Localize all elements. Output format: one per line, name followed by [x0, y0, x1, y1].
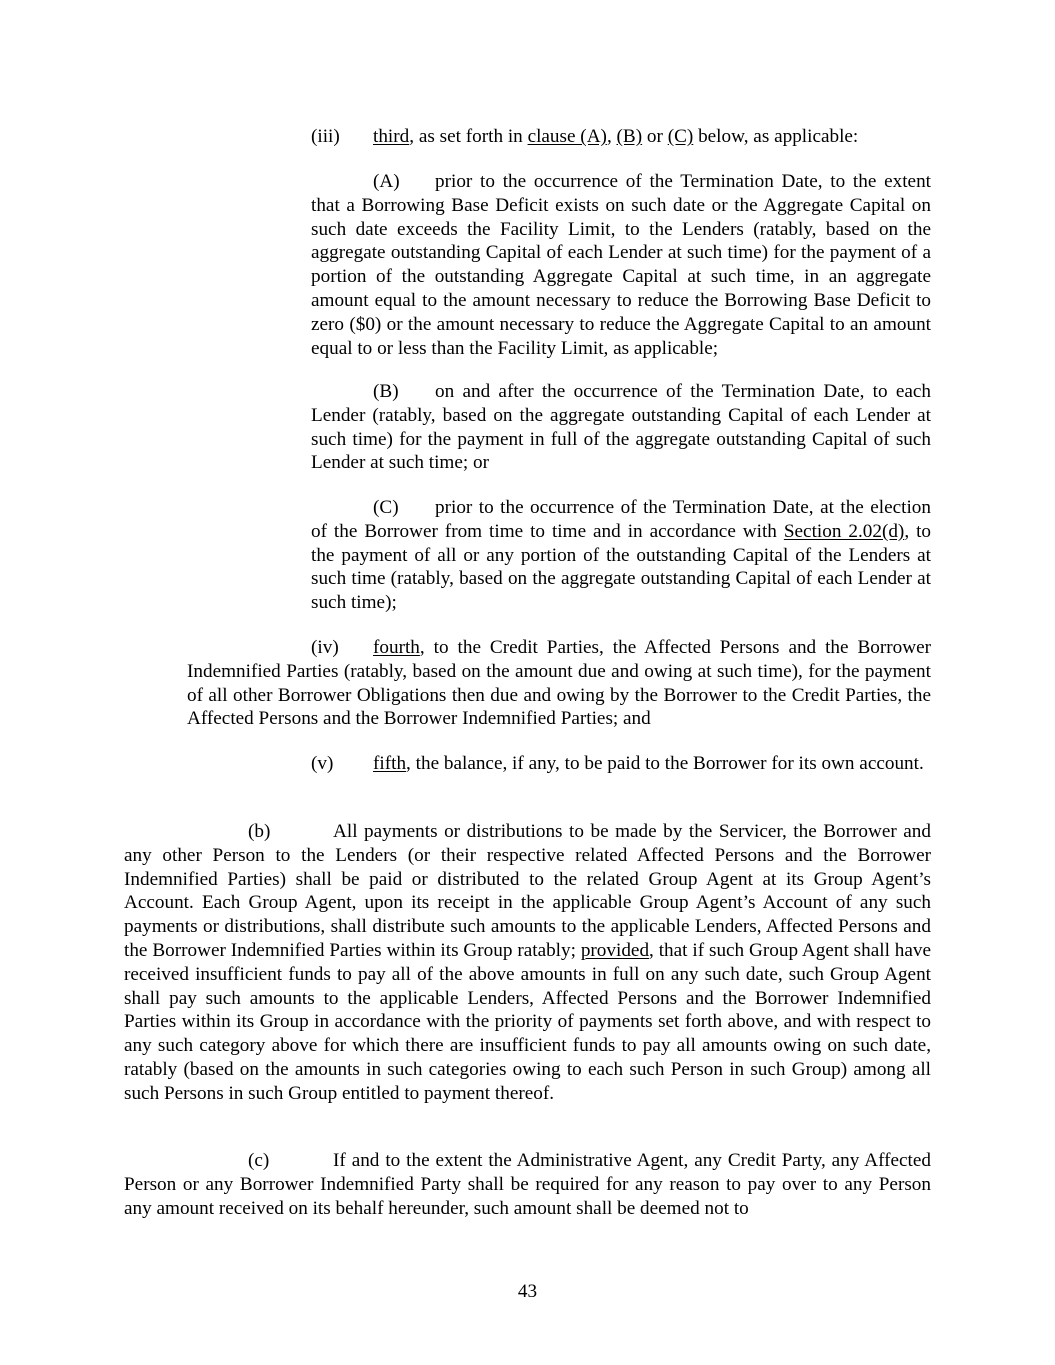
clause-B-marker: (B) — [373, 381, 399, 402]
clause-A — [311, 170, 931, 360]
clause-iv-text: , to the Credit Parties, the Affected Persons and the Borrower Indemnified Parties (ratably, based on the amount due and owing at such time), for the payment of all other Borrower Obligations then due and owing by the Borrower to the Credit Parties, the Affected Persons and the Borrower Indemnified Parties; and — [187, 637, 931, 730]
clause-iv-lead: fourth — [373, 637, 420, 658]
clause-iv — [187, 636, 931, 731]
clause-v-text: , the balance, if any, to be paid to the Borrower for its own account. — [406, 753, 924, 774]
clause-A-marker: (A) — [373, 171, 400, 192]
clause-iii-lead: third — [373, 126, 410, 147]
section-c-marker: (c) — [248, 1150, 270, 1171]
clause-iii-text-4: below, as applicable: — [693, 126, 859, 147]
provided-term: provided — [580, 939, 650, 961]
clause-iii — [311, 125, 931, 149]
section-c — [124, 1149, 931, 1220]
page-number: 43 — [517, 1281, 538, 1302]
section-b-text-2: , that if such Group Agent shall have received insufficient funds to pay all of the above amounts in full on any such date, such Group Agent shall pay such amounts to the applicable Lenders, Affected Persons and the Borrower Indemnified Parties within its Group in accordance with the priority of payments set forth above, and with respect to any such category above for which there are insufficient funds to pay all amounts owing on such date, ratably (based on the amounts in such categories owing to each such Person in such Group) among all such Persons in such Group entitled to payment thereof. — [124, 939, 932, 1104]
clause-iii-text-3: or — [642, 126, 668, 147]
clause-B-text: on and after the occurrence of the Termination Date, to each Lender (ratably, based on the aggregate outstanding Capital of each Lender at such time) for the payment in full of the aggregate outstanding Capital of such Lender at such time; or — [311, 381, 931, 474]
section-reference: Section 2.02(d) — [783, 520, 905, 542]
clause-C — [311, 496, 931, 615]
clause-C-text-2: , to the payment of all or any portion of the outstanding Capital of the Lenders at such time (ratably, based on the aggregate outstanding Capital of each Lender at such time); — [311, 520, 932, 614]
clause-a-reference: clause (A) — [527, 126, 607, 147]
clause-C-marker: (C) — [373, 497, 399, 518]
clause-c-reference: (C) — [667, 126, 694, 147]
section-b-marker: (b) — [248, 821, 271, 842]
clause-v-lead: fifth — [373, 753, 407, 774]
clause-C-text-1: prior to the occurrence of the Termination Date, at the election of the Borrower from time to time and in accordance with — [311, 497, 931, 542]
clause-v-marker: (v) — [311, 753, 334, 774]
clause-v — [187, 752, 931, 776]
clause-A-text: prior to the occurrence of the Termination Date, to the extent that a Borrowing Base Deficit exists on such date or the Aggregate Capital on such date exceeds the Facility Limit, to the Lenders (ratably, based on the aggregate outstanding Capital of each Lender at such time) for the payment of a portion of the outstanding Aggregate Capital at such time, in an aggregate amount equal to the amount necessary to reduce the Borrowing Base Deficit to zero ($0) or the amount necessary to reduce the Aggregate Capital to an amount equal to or less than the Facility Limit, as applicable; — [311, 171, 931, 359]
clause-b-reference: (B) — [616, 126, 643, 147]
clause-iv-marker: (iv) — [311, 637, 339, 658]
clause-B — [311, 380, 931, 475]
clause-iii-text-2: , — [606, 126, 617, 147]
section-b-text-1: All payments or distributions to be made by the Servicer, the Borrower and any other Person to the Lenders (or their respective related Affected Persons and the Borrower Indemnified Parties) shall be paid or distributed to the related Group Agent at its Group Agent’s Account. Each Group Agent, upon its receipt in the applicable Group Agent’s Account of any such payments or distributions, shall distribute such amounts to the applicable Lenders, Affected Persons and the Borrower Indemnified Parties within its Group ratably; — [124, 821, 931, 961]
clause-iii-marker: (iii) — [311, 126, 340, 147]
section-b — [124, 820, 931, 1106]
section-c-text: If and to the extent the Administrative Agent, any Credit Party, any Affected Person or any Borrower Indemnified Party shall be required for any reason to pay over to any Person any amount received on its behalf hereunder, such amount shall be deemed not to — [124, 1150, 931, 1219]
clause-iii-text-1: , as set forth in — [409, 126, 528, 147]
